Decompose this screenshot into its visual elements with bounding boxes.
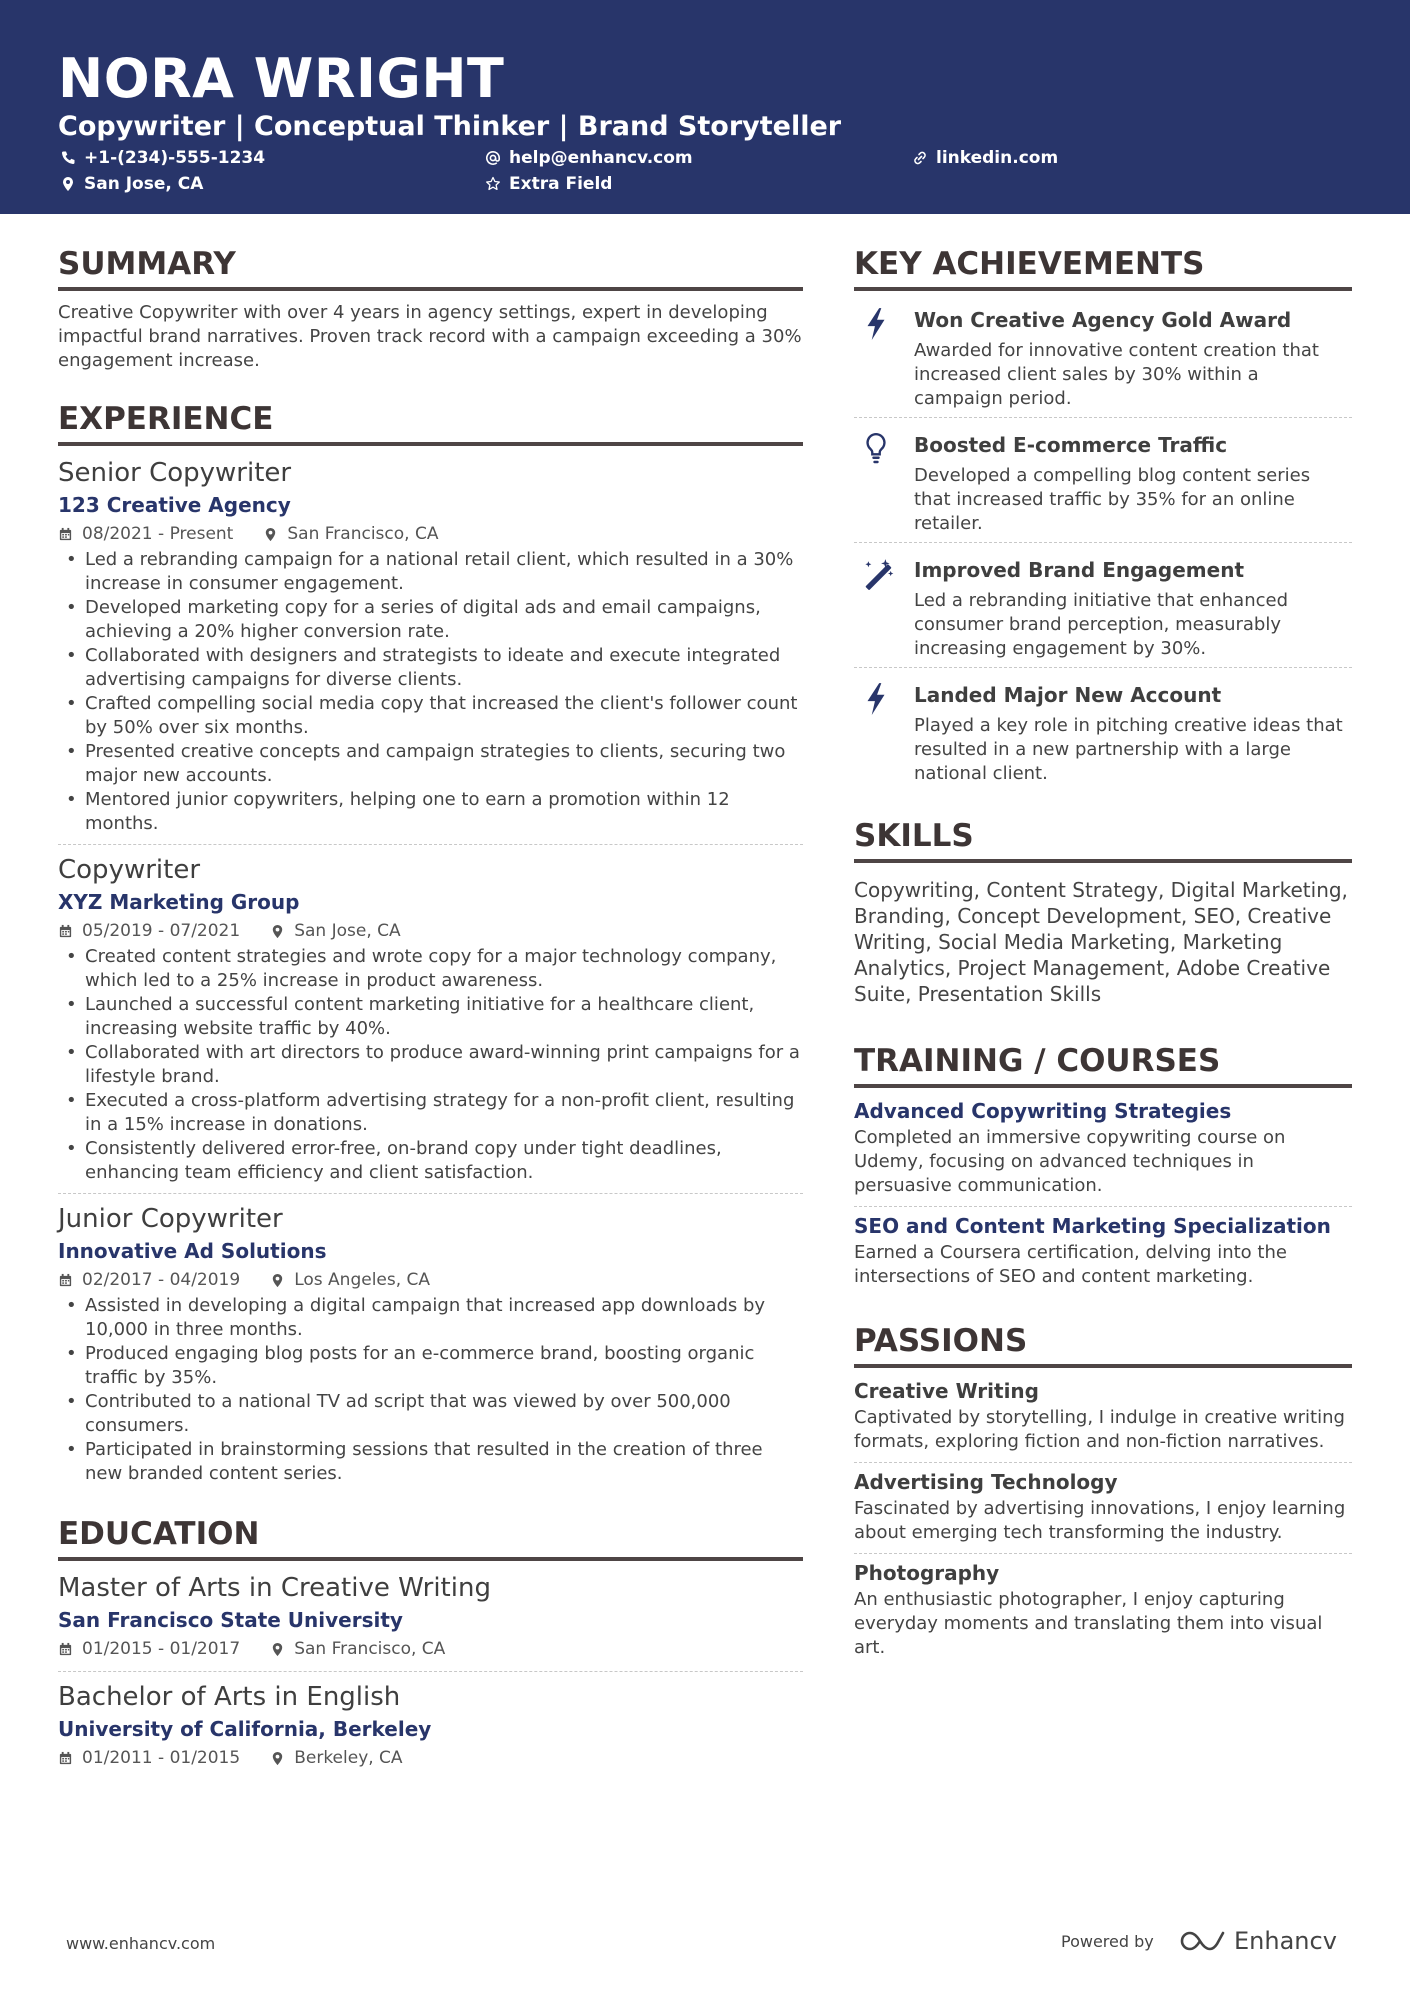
bullet-item: • Developed marketing copy for a series of digital ads and email campaigns, achieving a 20% higher conversion rate. (58, 596, 803, 644)
footer-brand[interactable] (1180, 1924, 1337, 1958)
bolt-icon (862, 307, 890, 341)
star-icon (485, 176, 501, 192)
summary-text: Creative Copywriter with over 4 years in agency settings, expert in developing impactful brand narratives. Proven track record with a campaign exceeding a 30% engagement increase. (58, 302, 802, 371)
location-pin-icon (60, 176, 76, 192)
section-title-passions: PASSIONS (854, 1321, 1352, 1368)
job-location: Los Angeles, CA (294, 1270, 431, 1290)
at-sign-icon (485, 150, 501, 166)
bullet-item: • Contributed to a national TV ad script that was viewed by over 500,000 consumers. (58, 1390, 803, 1438)
passion-text: Captivated by storytelling, I indulge in creative writing formats, exploring fiction and non-fiction narratives. (854, 1407, 1345, 1452)
bullet-item: • Participated in brainstorming sessions that resulted in the creation of three new branded content series. (58, 1438, 803, 1486)
passion-item (854, 1463, 1352, 1554)
calendar-icon (58, 1273, 73, 1288)
bullet-item: • Led a rebranding campaign for a national retail client, which resulted in a 30% increase in consumer engagement. (58, 548, 803, 596)
achievement-title: Boosted E-commerce Traffic (914, 433, 1228, 457)
experience-entry (58, 456, 803, 845)
job-location: San Jose, CA (294, 921, 401, 941)
contact-extra (485, 172, 612, 196)
degree-title: Bachelor of Arts in English (58, 1682, 401, 1712)
education-dates: 01/2015 - 01/2017 (82, 1639, 241, 1659)
section-title-achievements: KEY ACHIEVEMENTS (854, 244, 1352, 291)
achievement-item (854, 543, 1352, 668)
skills-section (854, 816, 1352, 1007)
footer-powered-by: Powered by (1061, 1932, 1154, 1951)
school-name: San Francisco State University (58, 1608, 403, 1632)
bullet-item: • Created content strategies and wrote copy for a major technology company, which led to a 25% increase in product awareness. (58, 945, 803, 993)
achievement-item (854, 293, 1352, 418)
job-dates: 02/2017 - 04/2019 (82, 1270, 241, 1290)
course-text: Completed an immersive copywriting course on Udemy, focusing on advanced techniques in persuasive communication. (854, 1127, 1286, 1196)
bullet-item: • Executed a cross-platform advertising strategy for a non-profit client, resulting in a 15% increase in donations. (58, 1089, 803, 1137)
footer-brand-text: Enhancv (1234, 1927, 1337, 1955)
education-location: San Francisco, CA (294, 1639, 446, 1659)
resume-header (0, 0, 1410, 214)
calendar-icon (58, 924, 73, 939)
achievement-item (854, 668, 1352, 792)
location-text: San Jose, CA (84, 174, 204, 194)
achievement-title: Won Creative Agency Gold Award (914, 308, 1292, 332)
enhancv-logo-icon (1180, 1928, 1226, 1954)
bullet-item: • Consistently delivered error-free, on-brand copy under tight deadlines, enhancing team efficiency and client satisfaction. (58, 1137, 803, 1185)
company-name: XYZ Marketing Group (58, 890, 300, 914)
education-section (58, 1514, 803, 1780)
bullet-item: • Mentored junior copywriters, helping one to earn a promotion within 12 months. (58, 788, 803, 836)
footer-url[interactable]: www.enhancv.com (66, 1934, 216, 1953)
course-item (854, 1207, 1352, 1297)
passion-text: Fascinated by advertising innovations, I enjoy learning about emerging tech transforming the industry. (854, 1498, 1346, 1543)
skills-list: Copywriting, Content Strategy, Digital Marketing, Branding, Concept Development, SEO, Creative Writing, Social Media Marketing, Marketing Analytics, Project Management, Adobe Creative Suite, Presentation Skills (854, 878, 1348, 1006)
bullet-item: • Launched a successful content marketing initiative for a healthcare client, increasing website traffic by 40%. (58, 993, 803, 1041)
degree-title: Master of Arts in Creative Writing (58, 1573, 491, 1603)
achievement-title: Landed Major New Account (914, 683, 1222, 707)
magic-wand-icon (862, 557, 896, 591)
job-title: Copywriter (58, 855, 201, 885)
education-entry (58, 1680, 803, 1780)
bullet-item: • Assisted in developing a digital campaign that increased app downloads by 10,000 in three months. (58, 1294, 803, 1342)
course-title: SEO and Content Marketing Specialization (854, 1214, 1331, 1238)
job-bullets (58, 1294, 803, 1486)
bullet-item: • Produced engaging blog posts for an e-commerce brand, boosting organic traffic by 35%. (58, 1342, 803, 1390)
section-title-training: TRAINING / COURSES (854, 1041, 1352, 1088)
section-title-experience: EXPERIENCE (58, 399, 803, 446)
experience-entry (58, 1202, 803, 1494)
education-dates: 01/2011 - 01/2015 (82, 1748, 241, 1768)
calendar-icon (58, 527, 73, 542)
phone-icon (60, 150, 76, 166)
company-name: 123 Creative Agency (58, 493, 291, 517)
job-dates: 05/2019 - 07/2021 (82, 921, 241, 941)
left-column (58, 244, 803, 1788)
education-entry (58, 1571, 803, 1672)
education-meta (58, 1744, 803, 1772)
job-meta (58, 917, 803, 945)
achievement-text: Developed a compelling blog content series that increased traffic by 35% for an online retailer. (914, 465, 1311, 534)
bolt-icon (862, 682, 890, 716)
calendar-icon (58, 1642, 73, 1657)
achievement-item (854, 418, 1352, 543)
bullet-item: • Collaborated with art directors to produce award-winning print campaigns for a lifestyle brand. (58, 1041, 803, 1089)
education-location: Berkeley, CA (294, 1748, 403, 1768)
link-icon (912, 150, 928, 166)
achievements-section (854, 244, 1352, 792)
candidate-headline: Copywriter | Conceptual Thinker | Brand Storyteller (58, 111, 842, 142)
passion-item (854, 1554, 1352, 1668)
bullet-item: • Crafted compelling social media copy that increased the client's follower count by 50% over six months. (58, 692, 803, 740)
linkedin-text[interactable]: linkedin.com (936, 148, 1059, 168)
extra-field-text: Extra Field (509, 174, 613, 194)
calendar-icon (58, 1751, 73, 1766)
passion-title: Photography (854, 1561, 1000, 1585)
phone-text: +1-(234)-555-1234 (84, 148, 266, 168)
passion-title: Creative Writing (854, 1379, 1039, 1403)
passion-text: An enthusiastic photographer, I enjoy capturing everyday moments and translating them into visual art. (854, 1589, 1323, 1658)
achievement-text: Led a rebranding initiative that enhanced consumer brand perception, measurably increasing engagement by 30%. (914, 590, 1289, 659)
candidate-name: NORA WRIGHT (58, 47, 505, 110)
summary-section (58, 244, 803, 373)
job-meta (58, 520, 803, 548)
training-section (854, 1041, 1352, 1297)
right-column (854, 244, 1352, 1668)
contact-location (60, 172, 203, 196)
passion-item (854, 1372, 1352, 1463)
section-title-skills: SKILLS (854, 816, 1352, 863)
lightbulb-icon (862, 432, 890, 466)
education-meta (58, 1635, 803, 1663)
achievement-text: Played a key role in pitching creative ideas that resulted in a new partnership with a large national client. (914, 715, 1343, 784)
contact-email[interactable] (485, 146, 693, 170)
job-location: San Francisco, CA (287, 524, 439, 544)
contact-linkedin[interactable] (912, 146, 1058, 170)
job-meta (58, 1266, 803, 1294)
job-dates: 08/2021 - Present (82, 524, 234, 544)
experience-section (58, 399, 803, 1494)
job-bullets (58, 945, 803, 1185)
email-text[interactable]: help@enhancv.com (509, 148, 693, 168)
achievement-title: Improved Brand Engagement (914, 558, 1244, 582)
passion-title: Advertising Technology (854, 1470, 1118, 1494)
job-title: Senior Copywriter (58, 458, 292, 488)
bullet-item: • Collaborated with designers and strategists to ideate and execute integrated advertising campaigns for diverse clients. (58, 644, 803, 692)
bullet-item: • Presented creative concepts and campaign strategies to clients, securing two major new accounts. (58, 740, 803, 788)
location-pin-icon (263, 527, 278, 542)
contact-phone (60, 146, 265, 170)
location-pin-icon (270, 1273, 285, 1288)
company-name: Innovative Ad Solutions (58, 1239, 327, 1263)
passions-section (854, 1321, 1352, 1668)
experience-entry (58, 853, 803, 1194)
section-title-education: EDUCATION (58, 1514, 803, 1561)
location-pin-icon (270, 1642, 285, 1657)
course-text: Earned a Coursera certification, delving into the intersections of SEO and content marketing. (854, 1242, 1287, 1287)
location-pin-icon (270, 924, 285, 939)
job-title: Junior Copywriter (58, 1204, 283, 1234)
job-bullets (58, 548, 803, 836)
school-name: University of California, Berkeley (58, 1717, 432, 1741)
location-pin-icon (270, 1751, 285, 1766)
course-item (854, 1092, 1352, 1207)
course-title: Advanced Copywriting Strategies (854, 1099, 1232, 1123)
section-title-summary: SUMMARY (58, 244, 803, 291)
achievement-text: Awarded for innovative content creation that increased client sales by 30% within a campaign period. (914, 340, 1319, 409)
